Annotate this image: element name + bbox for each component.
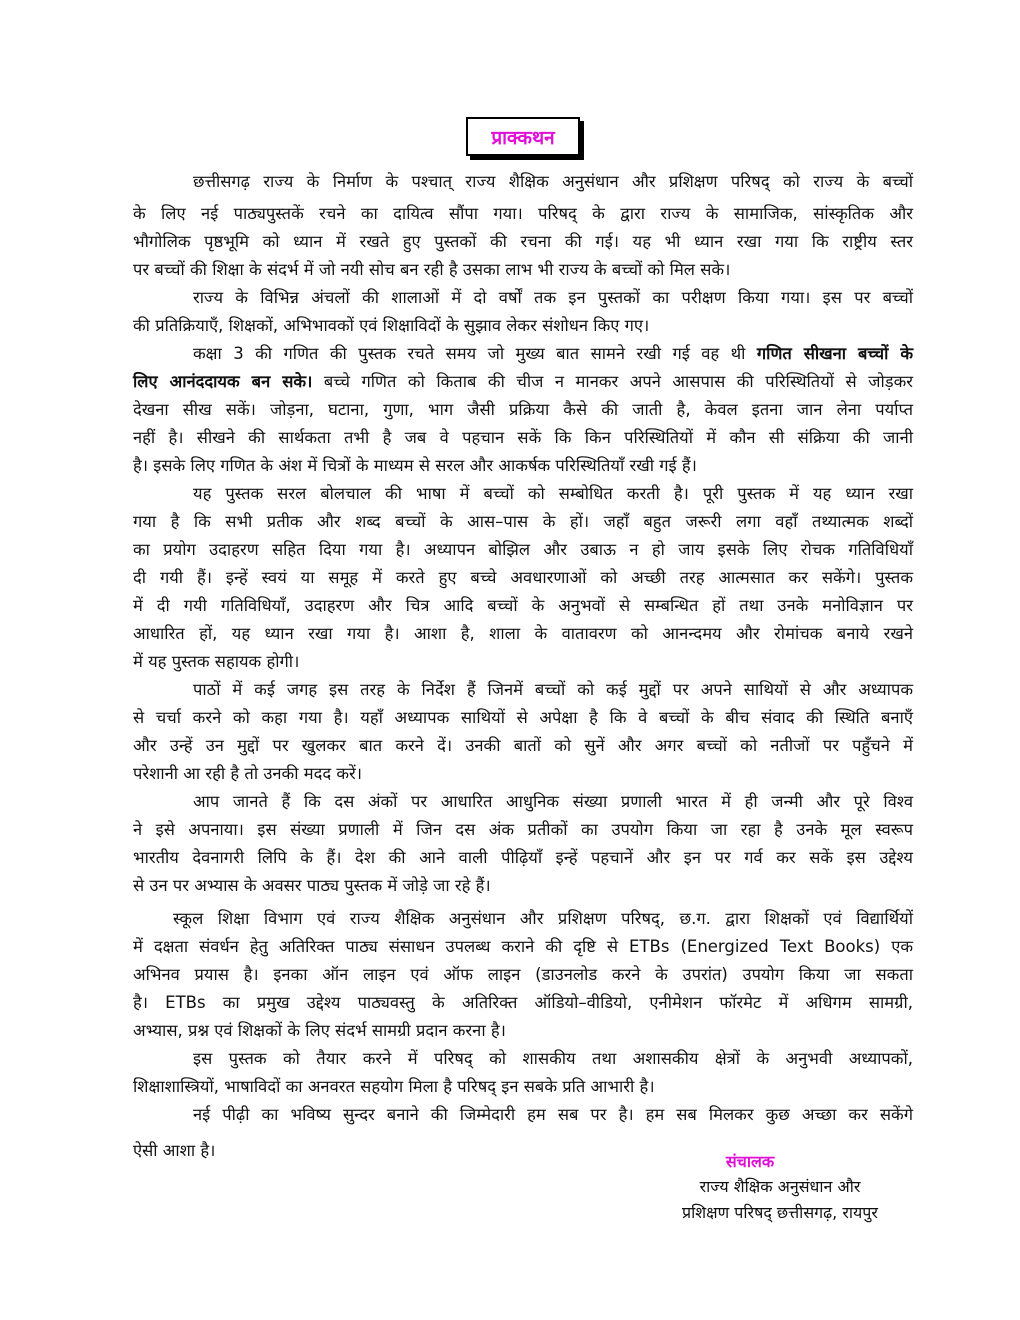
text-line: नई पीढ़ी का भविष्य सुन्दर बनाने की जिम्मेदारी हम सब पर है। हम सब मिलकर कुछ अच्छा कर सकेंगे [193,1105,913,1124]
title-box [466,117,580,156]
bold-text: गणित सीखना बच्चों के [756,344,914,363]
paragraph [133,284,913,340]
text-line: ने इसे अपनाया। इस संख्या प्रणाली में जिन दस अंक प्रतीकों का उपयोग किया जा रहा है उनके मूल स्वरूप [133,820,913,839]
text-line: परेशानी आ रही है तो उनकी मदद करें। [133,764,363,783]
paragraph [133,1045,913,1101]
text-line: भौगोलिक पृष्ठभूमि को ध्यान में रखते हुए पुस्तकों की रचना की गई। यह भी ध्यान रखा गया कि राष्ट्रीय स्तर [133,232,913,251]
text-line: गया है कि सभी प्रतीक और शब्द बच्चों के आस–पास के हों। जहाँ बहुत जरूरी लगा वहाँ तथ्यात्मक शब्दों [133,512,913,531]
bold-text: लिए आनंददायक बन सके। [133,372,313,391]
text-line: यह पुस्तक सरल बोलचाल की भाषा में बच्चों को सम्बोधित करती है। पूरी पुस्तक में यह ध्यान रखा [193,484,913,503]
paragraph [133,480,913,676]
text-line: इस पुस्तक को तैयार करने में परिषद् को शासकीय तथा अशासकीय क्षेत्रों के अनुभवी अध्यापकों, [193,1049,913,1068]
text-line: का प्रयोग उदाहरण सहित दिया गया है। अध्यापन बोझिल और उबाऊ न हो जाय इसके लिए रोचक गतिविधियाँ [133,540,913,559]
paragraph [133,905,913,1045]
paragraph [133,340,913,480]
text-line: से उन पर अभ्यास के अवसर पाठ्य पुस्तक में जोड़े जा रहे हैं। [133,876,491,895]
text-line: स्कूल शिक्षा विभाग एवं राज्य शैक्षिक अनुसंधान और प्रशिक्षण परिषद्, छ.ग. द्वारा शिक्षकों एवं विद्यार्थियों [173,909,913,928]
signature-block [640,1150,920,1226]
page-title: प्राक्कथन [491,126,555,149]
text-line: की प्रतिक्रियाएँ, शिक्षकों, अभिभावकों एवं शिक्षाविदों के सुझाव लेकर संशोधन किए गए। [133,316,650,335]
text-line: ऐसी आशा है। [133,1141,216,1160]
text-line [133,368,913,396]
text-line: पाठों में कई जगह इस तरह के निर्देश हैं जिनमें बच्चों को कई मुद्दों पर अपने साथियों से और अध्यापक [193,680,913,699]
text-line: अभिनव प्रयास है। इनका ऑन लाइन एवं ऑफ लाइन (डाउनलोड करने के उपरांत) उपयोग किया जा सकता [133,965,913,984]
document-body [133,168,913,1165]
text-line: पर बच्चों की शिक्षा के संदर्भ में जो नयी सोच बन रही है उसका लाभ भी राज्य के बच्चों को मिल सके। [133,260,731,279]
text-line: भारतीय देवनागरी लिपि के हैं। देश की आने वाली पीढ़ियाँ इन्हें पहचानें और इन पर गर्व कर सकें इस उद्देश्य [133,848,913,867]
signature-line: प्रशिक्षण परिषद् छत्तीसगढ़, रायपुर [682,1203,878,1222]
signature-line: राज्य शैक्षिक अनुसंधान और [699,1177,861,1196]
paragraph [133,168,913,284]
text-line: नहीं है। सीखने की सार्थकता तभी है जब वे पहचान सकें कि किन परिस्थितियों में कौन सी संक्रिया की जानी [133,428,913,447]
text-line: देखना सीख सकें। जोड़ना, घटाना, गुणा, भाग जैसी प्रक्रिया कैसे की जाती है, केवल इतना जान लेना पर्याप्त [133,400,913,419]
text-line: अभ्यास, प्रश्न एवं शिक्षकों के लिए संदर्भ सामग्री प्रदान करना है। [133,1021,506,1040]
text-line: छत्तीसगढ़ राज्य के निर्माण के पश्चात् राज्य शैक्षिक अनुसंधान और प्रशिक्षण परिषद् को राज्य के बच्चों [193,172,913,191]
text-line [133,340,913,368]
paragraph [133,676,913,788]
text-line: राज्य के विभिन्न अंचलों की शालाओं में दो वर्षों तक इन पुस्तकों का परीक्षण किया गया। इस पर बच्चों [193,288,913,307]
paragraph [133,788,913,900]
text-line: शिक्षाशास्त्रियों, भाषाविदों का अनवरत सहयोग मिला है परिषद् इन सबके प्रति आभारी है। [133,1077,655,1096]
text-line: आप जानते हैं कि दस अंकों पर आधारित आधुनिक संख्या प्रणाली भारत में ही जन्मी और पूरे विश्व [193,792,913,811]
text-line: में दी गयी गतिविधियाँ, उदाहरण और चित्र आदि बच्चों के अनुभवों से सम्बन्धित हों तथा उनके मनोविज्ञान पर [133,596,913,615]
text-line: है। ETBs का प्रमुख उद्देश्य पाठ्यवस्तु के अतिरिक्त ऑडियो–वीडियो, एनीमेशन फॉरमेट में अधिगम सामग्री, [133,993,913,1012]
text-span: बच्चे गणित को किताब की चीज न मानकर अपने आसपास की परिस्थितियों से जोड़कर [312,372,913,391]
text-line: से चर्चा करने को कहा गया है। यहाँ अध्यापक साथियों से अपेक्षा है कि वे बच्चों के बीच संवाद की स्थिति बनाएँ [133,708,913,727]
text-line: दी गयी हैं। इन्हें स्वयं या समूह में करते हुए बच्चे अवधारणाओं को अच्छी तरह आत्मसात कर सकेंगे। पुस्तक [133,568,913,587]
signature-title: संचालक [725,1152,775,1171]
text-line: में दक्षता संवर्धन हेतु अतिरिक्त पाठ्य संसाधन उपलब्ध कराने की दृष्टि से ETBs (Energized Text Books) एक [133,937,913,956]
text-line: है। इसके लिए गणित के अंश में चित्रों के माध्यम से सरल और आकर्षक परिस्थितियाँ रखी गई हैं। [133,456,697,475]
text-line: आधारित हों, यह ध्यान रखा गया है। आशा है, शाला के वातावरण को आनन्दमय और रोमांचक बनाये रखने [133,624,913,643]
text-line: के लिए नई पाठ्यपुस्तकें रचने का दायित्व सौंपा गया। परिषद् के द्वारा राज्य के सामाजिक, सांस्कृतिक और [133,204,913,223]
text-line: में यह पुस्तक सहायक होगी। [133,652,300,671]
text-line: और उन्हें उन मुद्दों पर खुलकर बात करने दें। उनकी बातों को सुनें और अगर बच्चों को नतीजों पर पहुँचने में [133,736,913,755]
text-span: कक्षा 3 की गणित की पुस्तक रचते समय जो मुख्य बात सामने रखी गई वह थी [193,344,757,363]
